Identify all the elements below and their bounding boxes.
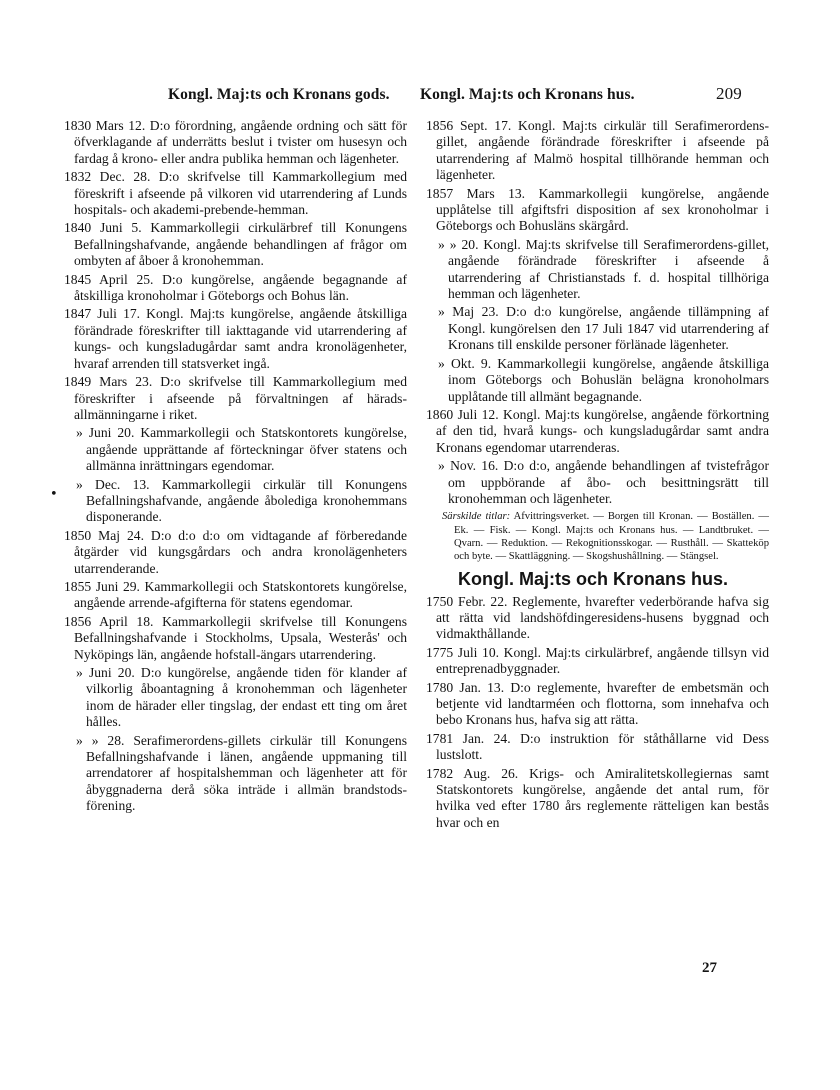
list-item: 1849 Mars 23. D:o skrifvelse till Kammarkollegium med föreskrifter i afseende på förvaltningen af härads-allmänningarne i riket.	[64, 374, 407, 422]
cross-reference-note	[426, 510, 769, 563]
list-item: 1856 April 18. Kammarkollegii skrifvelse till Konungens Befallningshafvande i Stockholms, Upsala, Westerås' och Nyköpings län, angående hofstall-ängars utarrendering.	[64, 613, 407, 662]
list-item: 1840 Juni 5. Kammarkollegii cirkulärbref till Konungens Befallningshafvande, angående behandlingen af frågor om ombyten af åboer å kronohemman.	[64, 220, 407, 269]
right-column	[426, 118, 769, 833]
list-item: 1857 Mars 13. Kammarkollegii kungörelse, angående upplåtelse till afgiftsfri disposition af sex kronoholmar i Göteborgs och Bohusläns skärgård.	[426, 185, 769, 234]
list-item: » Juni 20. D:o kungörelse, angående tiden för klander af vilkorlig åboantagning å kronohemman och lägenheter inom de häradеr eller tingslag, der endast ett ting om året hålles.	[76, 665, 407, 730]
page-number: 209	[716, 84, 742, 103]
list-item: 1845 April 25. D:o kungörelse, angående begagnande af åtskilliga kronoholmar i Göteborgs och Bohus län.	[64, 271, 407, 304]
note-label: Särskilde titlar:	[442, 511, 511, 523]
list-item: 1847 Juli 17. Kongl. Maj:ts kungörelse, angående åtskilliga förändrade föreskrifter till iakttagande vid utarrendering af kungs- och kungsladugårdar samt andra kronolägenheter, hvaraf arrenden till statsverket ingå.	[64, 306, 407, 371]
list-item: » Maj 23. D:o d:o kungörelse, angående tillämpning af Kongl. kungörelsen den 17 Juli 1847 vid utarrendering af Kronans till enskilde personer förlänade lägenheter.	[438, 304, 769, 353]
list-item: » Juni 20. Kammarkollegii och Statskontorets kungörelse, angående upprättande af förteckningar öfver statens och allmänna inrättningars egendomar.	[76, 425, 407, 474]
list-item: » Okt. 9. Kammarkollegii kungörelse, angående åtskilliga inom Göteborgs och Bohuslän belägna kronoholmars upplåtande till allmänt begagnande.	[438, 355, 769, 404]
list-item: 1832 Dec. 28. D:o skrifvelse till Kammarkollegium med föreskrift i afseende på vilkoren vid utarrendering af Lunds hospitals- och akademi-prebende-hemman.	[64, 169, 407, 218]
left-column	[64, 118, 407, 817]
list-item: 1850 Maj 24. D:o d:o d:o om vidtagande af förberedande åtgärder vid kungsgårdars och andra kronolägenheters utarrenderande.	[64, 527, 407, 576]
running-header-right: Kongl. Maj:ts och Kronans hus.	[420, 86, 635, 103]
list-item: 1830 Mars 12. D:o förordning, angående ordning och sätt för öfverklagande af underrätts beslut i tvister om husesyn och fardag å krono- eller andra publika hemman och lägenheter.	[64, 118, 407, 166]
list-item: 1782 Aug. 26. Krigs- och Amiralitetskollegiernas samt Statskontorets kungörelse, angående det antal rum, för hvilka ved efter 1780 års reglemente rätteligen kan bestås hvar och en	[426, 765, 769, 830]
signature-mark: 27	[702, 960, 717, 976]
note-text: Afvittringsverket. — Borgen till Kronan. — Boställen. — Ek. — Fisk. — Kongl. Maj:ts och Kronans hus. — Landtbruket. — Qvarn. — Reduktion. — Rekognitionsskogar. — Rusthåll. — Skatteköp och byte. — Skattläggning. — Skogshushållning. — Stängsel.	[454, 511, 769, 562]
section-title: Kongl. Maj:ts och Kronans hus.	[458, 569, 729, 590]
list-item: 1860 Juli 12. Kongl. Maj:ts kungörelse, angående förkortning af den tid, hvarå kungs- och kungsladugårdar samt andra Kronans egendomar utarrenderas.	[426, 406, 769, 455]
list-item: 1781 Jan. 24. D:o instruktion för ståthållarne vid Dess lustslott.	[426, 730, 769, 763]
list-item: 1855 Juni 29. Kammarkollegii och Statskontorets kungörelse, angående arrende-afgifterna för statens egendomar.	[64, 578, 407, 611]
list-item: 1780 Jan. 13. D:o reglemente, hvarefter de embetsmän och betjente vid landtarméen och flottorna, som innehafva och bebo Kronans hus, hafva sig att rätta.	[426, 679, 769, 728]
list-item: » » 28. Serafimerordens-gillets cirkulär till Konungens Befallningshafvande i länen, angående uppmaning till arrendatorer af hospitalshemman och lägenheter att för åbyggnaderna derå söka inträde i allmän brandstods-förening.	[76, 732, 407, 814]
running-header-left: Kongl. Maj:ts och Kronans gods.	[168, 86, 390, 103]
list-item: 1856 Sept. 17. Kongl. Maj:ts cirkulär till Serafimerordens-gillet, angående förändrade föreskrifter i afseende på utarrendering af Malmö hospital tillhörande hemman och lägenheter.	[426, 118, 769, 183]
list-item: » Nov. 16. D:o d:o, angående behandlingen af tvistefrågor om uppbörande af åbo- och besittningsrätt till kronohemman och lägenheter.	[438, 458, 769, 506]
margin-mark: •	[50, 487, 58, 502]
list-item: » » 20. Kongl. Maj:ts skrifvelse till Serafimerordens-gillet, angående förändrade föreskrifter i afseende å utarrendering af Christianstads f. d. hospital tillhöriga hemman och lägenheter.	[438, 236, 769, 302]
list-item: 1750 Febr. 22. Reglemente, hvarefter vederbörande hafva sig att rätta vid landshöfdingeresidens-husens byggnad och vidmakthållande.	[426, 593, 769, 642]
list-item: » Dec. 13. Kammarkollegii cirkulär till Konungens Befallningshafvande, angående åboledigа kronohemmans disponerande.	[76, 476, 407, 525]
list-item: 1775 Juli 10. Kongl. Maj:ts cirkulärbref, angående tillsyn vid entreprenadbyggnader.	[426, 644, 769, 677]
